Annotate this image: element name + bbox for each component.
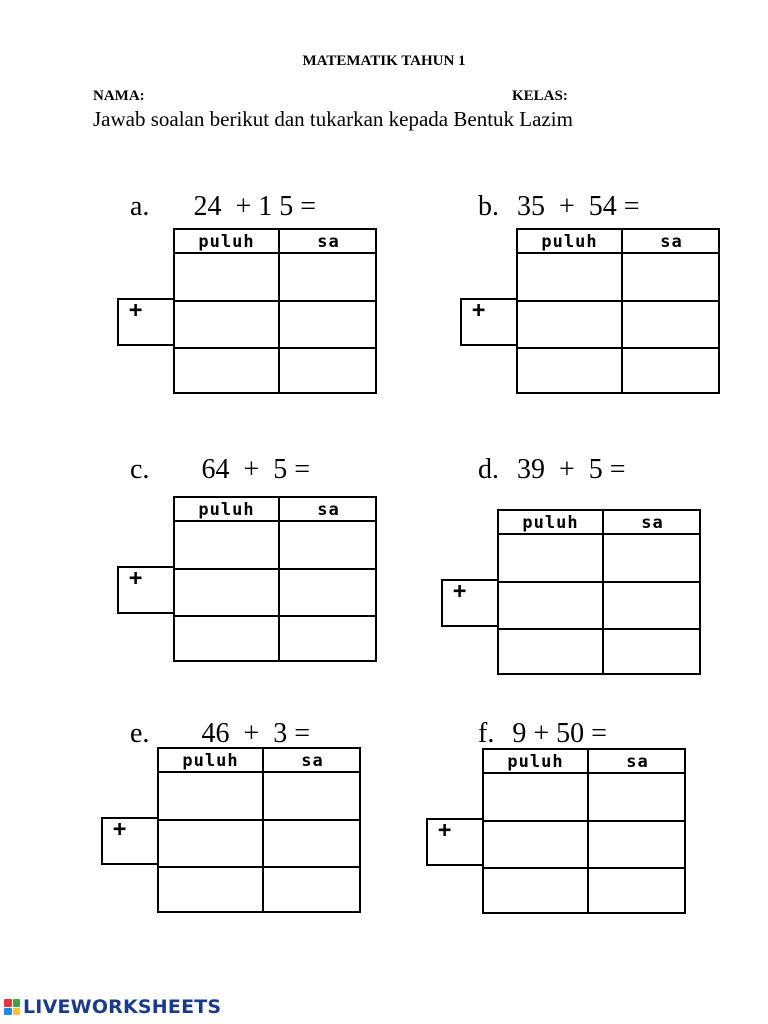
column-header-puluh: puluh — [507, 752, 564, 772]
answer-cell[interactable] — [518, 347, 618, 392]
answer-cell[interactable] — [518, 300, 618, 345]
answer-cell[interactable] — [159, 819, 259, 864]
plus-sign: + — [113, 817, 127, 842]
answer-cell[interactable] — [278, 347, 375, 392]
answer-cell[interactable] — [499, 628, 599, 673]
problem-letter: a. — [130, 191, 150, 222]
answer-cell[interactable] — [175, 615, 275, 660]
plus-sign: + — [129, 566, 143, 591]
plus-sign: + — [438, 818, 452, 843]
brand-name: LIVEWORKSHEETS — [23, 996, 222, 1018]
answer-cell[interactable] — [484, 772, 584, 818]
worksheet-title: MATEMATIK TAHUN 1 — [302, 53, 466, 69]
answer-cell[interactable] — [484, 867, 584, 912]
answer-cell[interactable] — [587, 772, 684, 818]
answer-cell[interactable] — [278, 568, 375, 613]
answer-cell[interactable] — [278, 520, 375, 566]
answer-cell[interactable] — [499, 581, 599, 626]
problem-letter: f. — [478, 718, 495, 749]
plus-sign-box — [101, 817, 157, 865]
problem-expression: 35 + 54 = — [517, 191, 640, 222]
answer-cell[interactable] — [499, 533, 599, 579]
instruction-text: Jawab soalan berikut dan tukarkan kepada Bentuk Lazim — [93, 107, 573, 131]
column-header-puluh: puluh — [198, 232, 255, 252]
column-header-puluh: puluh — [522, 513, 579, 533]
plus-sign-box — [117, 566, 173, 614]
plus-sign-box — [117, 298, 173, 346]
column-header-sa: sa — [626, 752, 649, 772]
problem-letter: e. — [130, 718, 150, 749]
answer-cell[interactable] — [175, 520, 275, 566]
answer-cell[interactable] — [602, 533, 699, 579]
answer-cell[interactable] — [278, 615, 375, 660]
column-header-sa: sa — [641, 513, 664, 533]
column-header-sa: sa — [301, 751, 324, 771]
problem-letter: b. — [478, 191, 499, 222]
answer-cell[interactable] — [621, 300, 718, 345]
plus-sign-box — [460, 298, 516, 346]
plus-sign-box — [441, 579, 497, 627]
answer-cell[interactable] — [159, 771, 259, 817]
answer-cell[interactable] — [518, 252, 618, 298]
answer-cell[interactable] — [587, 820, 684, 865]
answer-cell[interactable] — [621, 347, 718, 392]
column-header-sa: sa — [317, 500, 340, 520]
problem-expression: 39 + 5 = — [517, 454, 626, 485]
problem-d — [464, 428, 626, 484]
liveworksheets-footer — [4, 996, 221, 1018]
column-header-puluh: puluh — [541, 232, 598, 252]
column-header-puluh: puluh — [182, 751, 239, 771]
problem-expression: 64 + 5 = — [201, 454, 311, 485]
liveworksheets-logo-icon — [4, 999, 20, 1015]
answer-cell[interactable] — [484, 820, 584, 865]
column-header-sa: sa — [317, 232, 340, 252]
answer-cell[interactable] — [175, 568, 275, 613]
plus-sign: + — [129, 298, 143, 323]
plus-sign: + — [453, 579, 467, 604]
name-label: NAMA: — [93, 88, 145, 104]
answer-cell[interactable] — [175, 300, 275, 345]
answer-cell[interactable] — [262, 866, 359, 911]
answer-cell[interactable] — [262, 819, 359, 864]
problem-e — [116, 692, 310, 748]
answer-cell[interactable] — [278, 252, 375, 298]
problem-expression: 9 + 50 = — [512, 718, 607, 749]
plus-sign: + — [472, 298, 486, 323]
problem-expression: 24 + 1 5 = — [193, 191, 317, 222]
answer-cell[interactable] — [159, 866, 259, 911]
problem-a — [116, 165, 316, 221]
column-header-puluh: puluh — [198, 500, 255, 520]
problem-letter: d. — [478, 454, 499, 485]
plus-sign-box — [426, 818, 482, 866]
class-label: KELAS: — [512, 88, 568, 104]
answer-cell[interactable] — [602, 628, 699, 673]
problem-f — [464, 692, 607, 748]
problem-c — [116, 428, 310, 484]
answer-cell[interactable] — [175, 347, 275, 392]
answer-cell[interactable] — [262, 771, 359, 817]
answer-cell[interactable] — [278, 300, 375, 345]
answer-cell[interactable] — [175, 252, 275, 298]
problem-expression: 46 + 3 = — [201, 718, 311, 749]
problem-b — [464, 165, 640, 221]
answer-cell[interactable] — [621, 252, 718, 298]
problem-letter: c. — [130, 454, 150, 485]
column-header-sa: sa — [660, 232, 683, 252]
answer-cell[interactable] — [602, 581, 699, 626]
answer-cell[interactable] — [587, 867, 684, 912]
